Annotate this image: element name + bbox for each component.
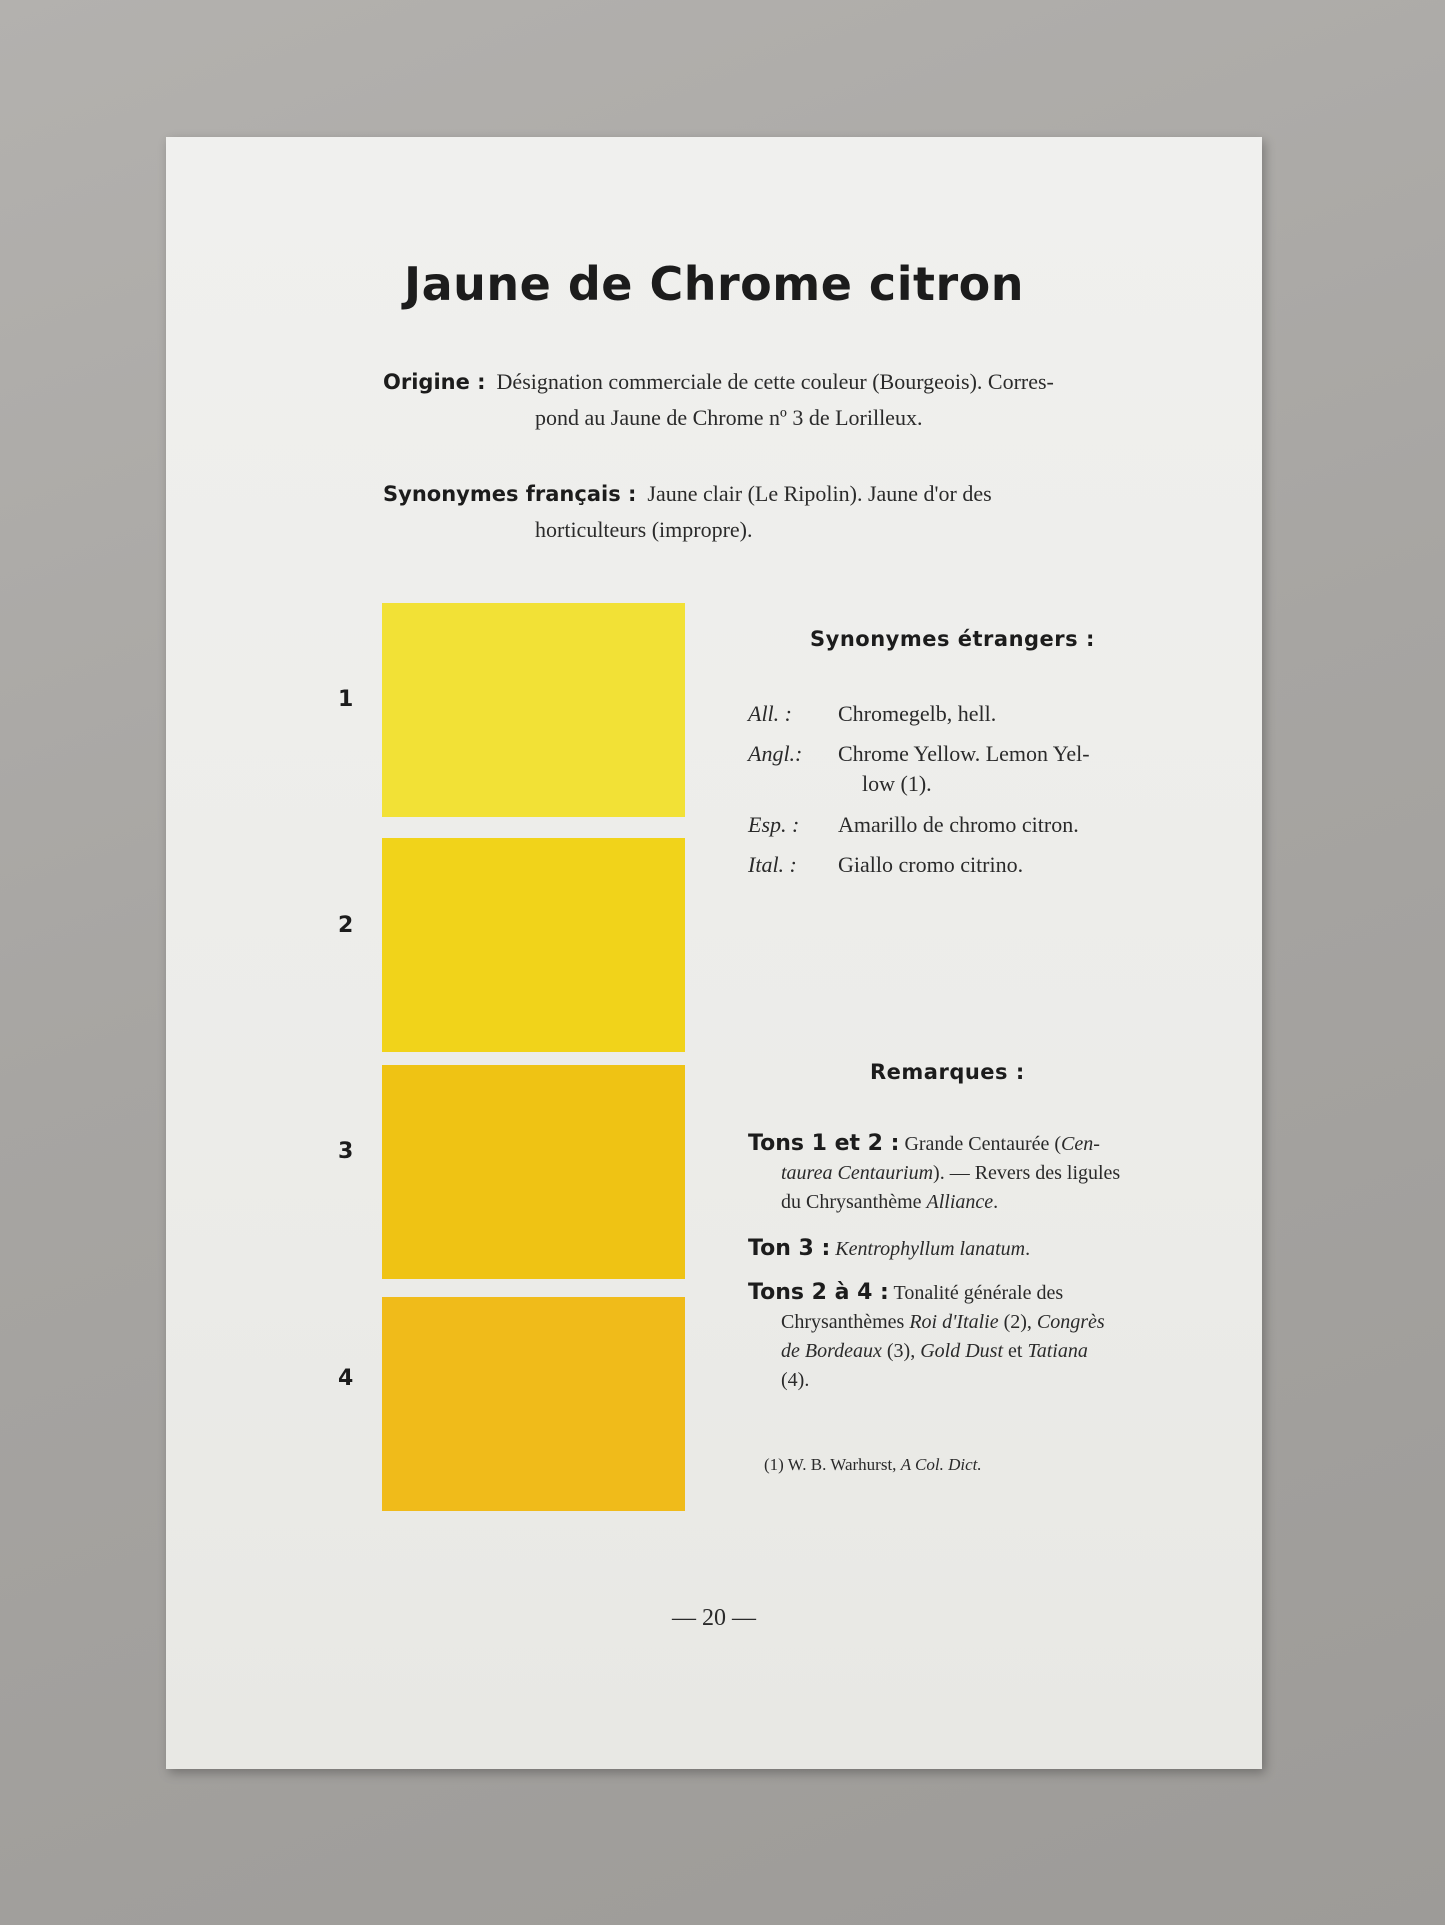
remark-text-italic: Tatiana — [1027, 1340, 1088, 1362]
remark-text: ). — Revers des ligules — [933, 1162, 1121, 1184]
remark-text: . — [993, 1191, 999, 1213]
origine-label: Origine : — [383, 370, 486, 394]
footnote-text-italic: A Col. Dict. — [900, 1455, 982, 1474]
remark-text: (2), — [998, 1311, 1037, 1333]
origine-text-line1: Désignation commerciale de cette couleur (Bourgeois). Corres- — [496, 369, 1054, 394]
synonymes-francais-label: Synonymes français : — [383, 482, 637, 506]
remark-text-italic: Roi d'Italie — [909, 1311, 999, 1333]
synonym-lang: Esp. : — [748, 812, 800, 837]
remark-text-italic: de Bordeaux — [781, 1340, 882, 1362]
remark-text-italic: Congrès — [1036, 1311, 1105, 1333]
color-swatch-3 — [382, 1065, 685, 1279]
swatch-number-1: 1 — [338, 687, 354, 712]
swatch-number-2: 2 — [338, 913, 354, 938]
document-page — [166, 137, 1262, 1769]
color-swatch-1 — [382, 603, 685, 817]
synonym-value-line2: low (1). — [862, 771, 932, 796]
remark-text: (3), — [881, 1340, 921, 1362]
synonym-value: Chromegelb, hell. — [838, 701, 997, 726]
synonymes-francais-line2: horticulteurs (impropre). — [535, 517, 753, 542]
page-title: Jaune de Chrome citron — [403, 257, 1024, 311]
origine-text-line2: pond au Jaune de Chrome nº 3 de Lorilleux. — [535, 405, 923, 430]
remark-key: Tons 2 à 4 : — [748, 1280, 889, 1305]
synonym-value-line1: Chrome Yellow. Lemon Yel- — [838, 741, 1090, 766]
synonym-lang: Ital. : — [748, 852, 797, 877]
remark-text-italic: Cen- — [1061, 1133, 1100, 1155]
synonym-row-angl — [748, 739, 1188, 799]
swatch-number-3: 3 — [338, 1139, 354, 1164]
footnote-text: (1) W. B. Warhurst, — [764, 1455, 901, 1474]
remark-key: Ton 3 : — [748, 1236, 831, 1261]
remark-text: du Chrysanthème — [781, 1191, 927, 1213]
remark-text: Tonalité générale des — [893, 1282, 1064, 1304]
remark-text: Grande Centaurée ( — [904, 1133, 1062, 1155]
remark-text: et — [1003, 1340, 1028, 1362]
synonym-lang: Angl.: — [748, 741, 803, 766]
remark-tons-2-4 — [748, 1278, 1188, 1395]
remark-text-italic: Alliance — [926, 1191, 994, 1213]
synonym-lang: All. : — [748, 701, 792, 726]
remark-tons-1-2 — [748, 1129, 1188, 1217]
synonym-value: Amarillo de chromo citron. — [838, 812, 1079, 837]
remark-text-italic: Kentrophyllum lanatum — [835, 1238, 1026, 1260]
footnote — [764, 1455, 982, 1475]
remark-text-italic: taurea Centaurium — [781, 1162, 934, 1184]
remarques-heading: Remarques : — [870, 1060, 1025, 1084]
page-number: — 20 — — [672, 1605, 756, 1631]
origine-paragraph — [383, 364, 1343, 436]
remark-key: Tons 1 et 2 : — [748, 1131, 900, 1156]
synonym-value: Giallo cromo citrino. — [838, 852, 1024, 877]
synonymes-francais-line1: Jaune clair (Le Ripolin). Jaune d'or des — [647, 481, 992, 506]
remark-text: . — [1025, 1238, 1031, 1260]
remark-ton-3 — [748, 1234, 1188, 1264]
synonym-value — [838, 739, 1178, 799]
synonymes-francais-paragraph — [383, 476, 1343, 548]
swatch-number-4: 4 — [338, 1366, 354, 1391]
color-swatch-2 — [382, 838, 685, 1052]
remark-text-italic: Gold Dust — [920, 1340, 1004, 1362]
synonymes-etrangers-heading: Synonymes étrangers : — [810, 627, 1095, 651]
color-swatch-4 — [382, 1297, 685, 1511]
remark-text: (4). — [781, 1369, 810, 1391]
remark-text: Chrysanthèmes — [781, 1311, 910, 1333]
